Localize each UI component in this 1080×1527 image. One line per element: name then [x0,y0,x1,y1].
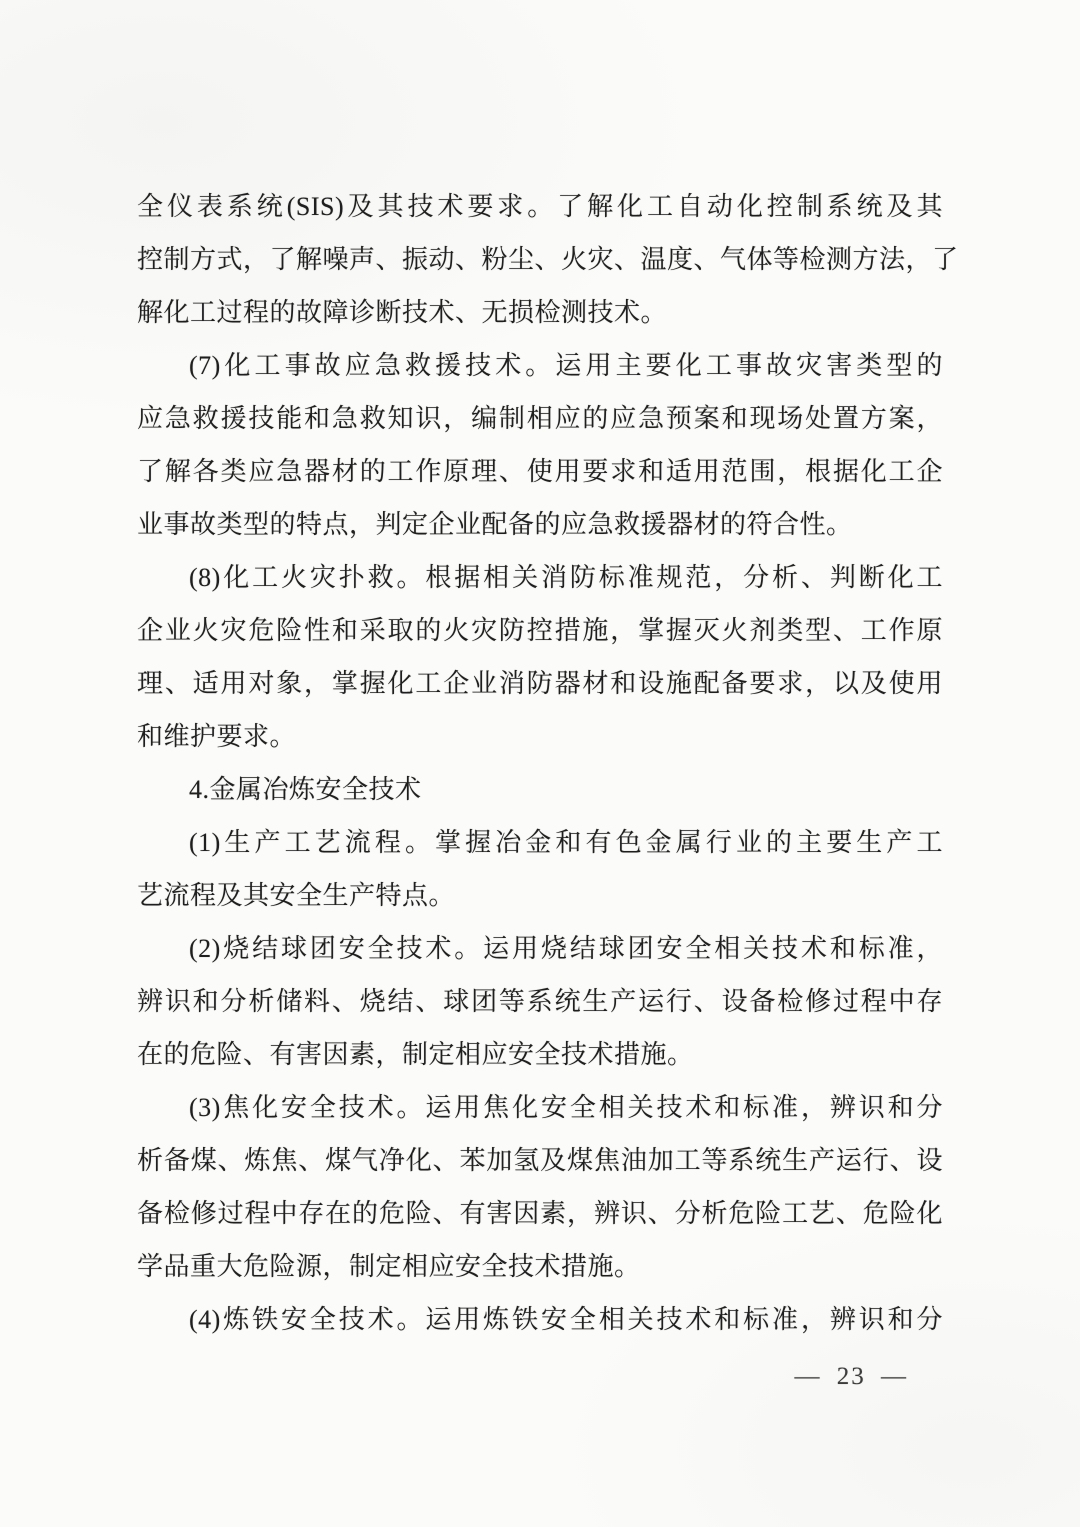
text-line: 学品重大危险源，制定相应安全技术措施。 [137,1252,641,1281]
text-line: 艺流程及其安全生产特点。 [137,881,456,910]
text-line: (1)生产工艺流程。掌握冶金和有色金属行业的主要生产工 [189,828,943,857]
text-line: 全仪表系统(SIS)及其技术要求。了解化工自动化控制系统及其 [137,192,943,221]
text-line: 了解各类应急器材的工作原理、使用要求和适用范围，根据化工企 [137,457,943,486]
text-line: 在的危险、有害因素，制定相应安全技术措施。 [137,1040,694,1069]
text-line: 业事故类型的特点，判定企业配备的应急救援器材的符合性。 [137,510,853,539]
text-line: (3)焦化安全技术。运用焦化安全相关技术和标准，辨识和分 [189,1093,943,1122]
page-number: — 23 — [794,1363,908,1390]
text-line: 和维护要求。 [137,722,297,751]
text-line: (8)化工火灾扑救。根据相关消防标准规范，分析、判断化工 [189,563,943,592]
text-line: (4)炼铁安全技术。运用炼铁安全相关技术和标准，辨识和分 [189,1305,943,1334]
text-line: (7)化工事故应急救援技术。运用主要化工事故灾害类型的 [189,351,943,380]
text-line: 解化工过程的故障诊断技术、无损检测技术。 [137,298,668,327]
section-heading-line: 4.金属冶炼安全技术 [189,775,422,804]
text-line: 企业火灾危险性和采取的火灾防控措施，掌握灭火剂类型、工作原 [137,616,943,645]
text-line: 应急救援技能和急救知识，编制相应的应急预案和现场处置方案， [137,404,943,433]
text-line: (2)烧结球团安全技术。运用烧结球团安全相关技术和标准， [189,934,943,963]
text-line: 理、适用对象，掌握化工企业消防器材和设施配备要求，以及使用 [137,669,943,698]
text-line: 控制方式，了解噪声、振动、粉尘、火灾、温度、气体等检测方法，了 [137,245,959,274]
text-line: 备检修过程中存在的危险、有害因素，辨识、分析危险工艺、危险化 [137,1199,943,1228]
body-text [137,180,959,1346]
text-line: 析备煤、炼焦、煤气净化、苯加氢及煤焦油加工等系统生产运行、设 [137,1146,943,1175]
text-line: 辨识和分析储料、烧结、球团等系统生产运行、设备检修过程中存 [137,987,943,1016]
